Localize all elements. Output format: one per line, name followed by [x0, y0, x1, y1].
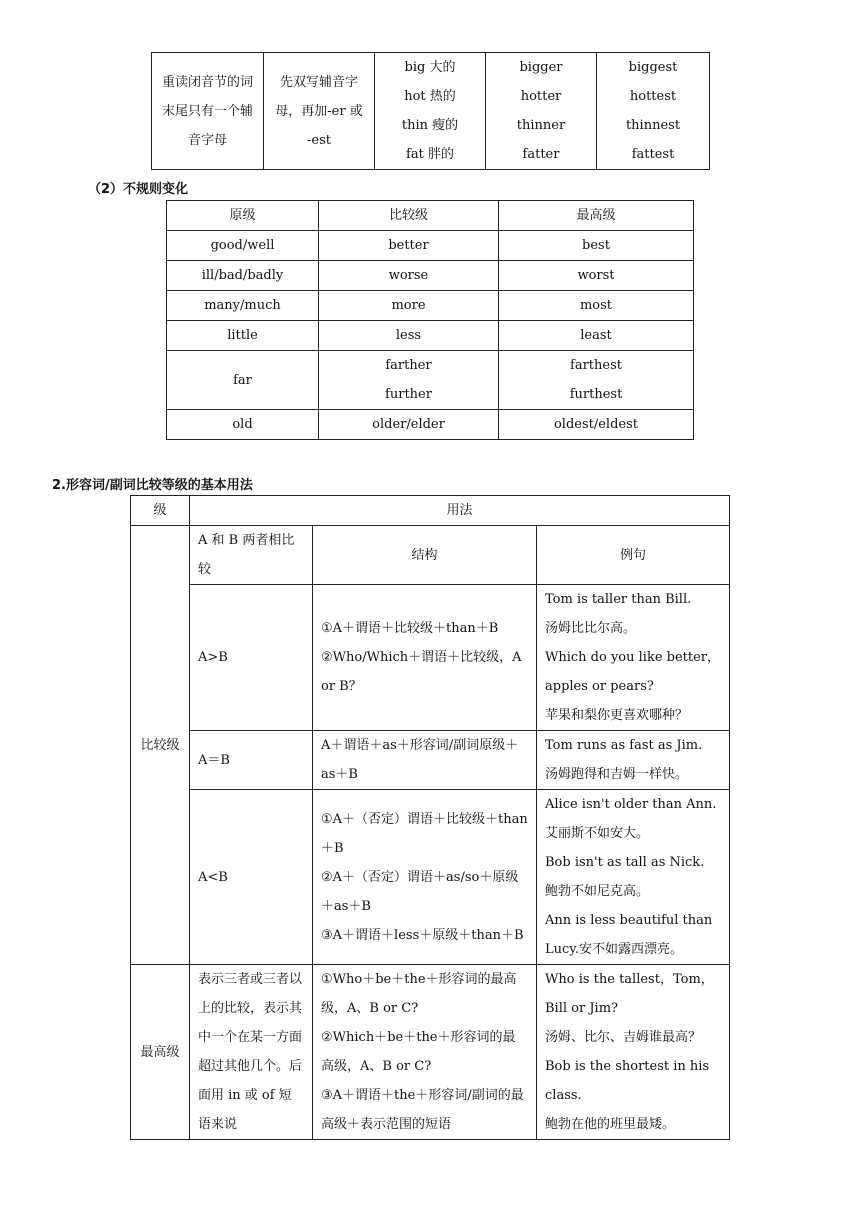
- method-cell: 先双写辅音字母，再加-er 或 -est: [264, 53, 375, 170]
- example-line: Who is the tallest，Tom，Bill or Jim?: [545, 972, 714, 1016]
- header-level: 级: [131, 496, 190, 526]
- structure-line: ②A＋（否定）谓语＋as/so＋原级＋as＋B: [321, 869, 519, 914]
- cell: best: [499, 231, 694, 261]
- structure-line: ①A＋谓语＋比较级＋than＋B: [321, 621, 499, 636]
- example-line: 汤姆跑得和吉姆一样快。: [545, 767, 689, 782]
- example-cell: [537, 790, 730, 965]
- irregular-heading: （2）不规则变化: [88, 182, 189, 197]
- table-header-row: [131, 496, 730, 526]
- structure-line: ①Who＋be＋the＋形容词的最高级，A、B or C?: [321, 972, 517, 1016]
- comparative-word: further: [385, 387, 432, 402]
- usage-heading: 2.形容词/副词比较等级的基本用法: [52, 478, 253, 493]
- table-header-row: [167, 201, 694, 231]
- example-line: Bob isn't as tall as Nick.: [545, 855, 705, 870]
- structure-line: ③A＋谓语＋less＋原级＋than＋B: [321, 927, 524, 943]
- structure-line: ②Which＋be＋the＋形容词的最高级，A、B or C?: [321, 1030, 516, 1074]
- comparative-word: thinner: [516, 118, 566, 133]
- superlative-description: 表示三者或三者以上的比较，表示其中一个在某一方面超过其他几个。后面用 in 或 of 短语来说: [190, 965, 313, 1140]
- comparative-word: hotter: [520, 89, 562, 104]
- example-line: 汤姆、比尔、吉姆谁最高？: [545, 1030, 702, 1045]
- table-row: [131, 965, 730, 1140]
- header-superlative: 最高级: [499, 201, 694, 231]
- header-positive: 原级: [167, 201, 319, 231]
- structure-line: ③A＋谓语＋the＋形容词/副词的最高级＋表示范围的短语: [321, 1088, 524, 1132]
- positive-word: hot 热的: [404, 89, 456, 104]
- cell: little: [167, 321, 319, 351]
- relation-label: A<B: [190, 790, 313, 965]
- superlative-word: fattest: [631, 147, 675, 162]
- positive-word: fat 胖的: [406, 147, 454, 162]
- comparative-word: farther: [385, 358, 432, 373]
- cell: better: [319, 231, 499, 261]
- cell: [499, 351, 694, 410]
- cell: more: [319, 291, 499, 321]
- example-line: 鲍勃不如尼克高。: [545, 884, 650, 899]
- cell: older/elder: [319, 410, 499, 440]
- subheader-compare: A 和 B 两者相比较: [190, 526, 313, 585]
- positive-word: thin 瘦的: [401, 118, 459, 133]
- table-row: [167, 291, 694, 321]
- table-row: [152, 53, 710, 170]
- cell: old: [167, 410, 319, 440]
- example-cell: [537, 585, 730, 731]
- structure-cell: [313, 731, 537, 790]
- table-row: [131, 731, 730, 790]
- example-cell: [537, 731, 730, 790]
- structure-cell: [313, 585, 537, 731]
- table-row: [167, 261, 694, 291]
- subheader-example: 例句: [537, 526, 730, 585]
- comparative-label: 比较级: [131, 526, 190, 965]
- cell: least: [499, 321, 694, 351]
- example-line: Tom runs as fast as Jim.: [545, 738, 703, 753]
- cell: ill/bad/badly: [167, 261, 319, 291]
- structure-line: ②Who/Which＋谓语＋比较级，A or B？: [321, 650, 522, 694]
- table-row: [167, 231, 694, 261]
- superlative-word: biggest: [628, 60, 678, 75]
- example-line: Alice isn't older than Ann.: [545, 797, 717, 812]
- cell: worst: [499, 261, 694, 291]
- cell: worse: [319, 261, 499, 291]
- example-line: 艾丽斯不如安大。: [545, 826, 650, 841]
- table-row: [131, 790, 730, 965]
- structure-line: ①A＋（否定）谓语＋比较级＋than＋B: [321, 811, 528, 856]
- example-line: 汤姆比比尔高。: [545, 621, 637, 636]
- positive-cell: [375, 53, 486, 170]
- example-line: Which do you like better，apples or pears?: [545, 650, 721, 694]
- structure-cell: [313, 790, 537, 965]
- positive-word: big 大的: [404, 60, 456, 75]
- table-row: [167, 321, 694, 351]
- example-line: 鲍勃在他的班里最矮。: [545, 1117, 676, 1132]
- superlative-word: hottest thinnest: [625, 89, 681, 133]
- example-line: 苹果和梨你更喜欢哪种？: [545, 708, 689, 723]
- superlative-word: farthest: [570, 358, 622, 373]
- cell: oldest/eldest: [499, 410, 694, 440]
- superlative-word: furthest: [569, 387, 623, 402]
- relation-label: A>B: [190, 585, 313, 731]
- table-row: [131, 585, 730, 731]
- example-line: Ann is less beautiful than Lucy.安不如露西漂亮。: [545, 913, 713, 957]
- doubling-rule-table: [151, 52, 710, 170]
- superlative-cell: [597, 53, 710, 170]
- superlative-label: 最高级: [131, 965, 190, 1140]
- table-row: [167, 410, 694, 440]
- relation-label: A＝B: [190, 731, 313, 790]
- cell: most: [499, 291, 694, 321]
- cell: many/much: [167, 291, 319, 321]
- comparative-word: fatter: [522, 147, 560, 162]
- table-row: [167, 351, 694, 410]
- structure-cell: [313, 965, 537, 1140]
- irregular-forms-table: [166, 200, 694, 440]
- comparative-word: bigger: [519, 60, 563, 75]
- rule-cell: 重读闭音节的词末尾只有一个辅音字母: [152, 53, 264, 170]
- cell: good/well: [167, 231, 319, 261]
- cell: [319, 351, 499, 410]
- header-usage: 用法: [190, 496, 730, 526]
- example-cell: [537, 965, 730, 1140]
- header-comparative: 比较级: [319, 201, 499, 231]
- structure-line: A＋谓语＋as＋形容词/副词原级＋as＋B: [321, 738, 519, 782]
- cell: far: [167, 351, 319, 410]
- example-line: Bob is the shortest in his class.: [545, 1059, 710, 1103]
- subheader-structure: 结构: [313, 526, 537, 585]
- comparative-cell: [486, 53, 597, 170]
- cell: less: [319, 321, 499, 351]
- table-subheader-row: [131, 526, 730, 585]
- usage-table: [130, 495, 730, 1140]
- example-line: Tom is taller than Bill.: [545, 592, 692, 607]
